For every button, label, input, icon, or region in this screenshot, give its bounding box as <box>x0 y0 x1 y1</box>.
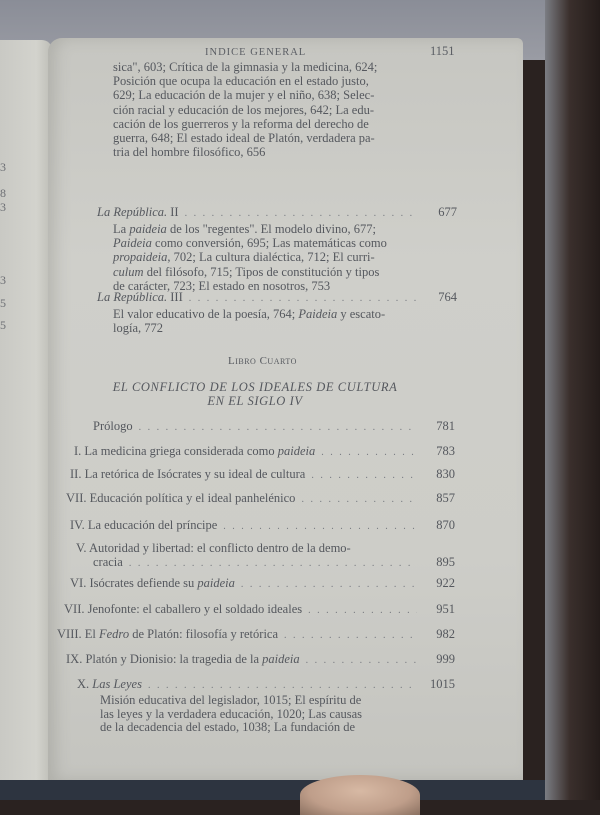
toc-entry-chapter-10[interactable] <box>77 677 455 693</box>
dot-leader <box>139 421 417 435</box>
dot-leader <box>148 679 417 693</box>
book-label: Libro Cuarto <box>228 355 297 367</box>
paragraph-line: sica", 603; Crítica de la gimnasia y la medicina, 624; <box>113 60 378 74</box>
toc-entry-chapter-2[interactable] <box>70 467 455 483</box>
entry-page-number: 783 <box>436 444 455 458</box>
entry-title: I. La medicina griega considerada como paideia <box>74 444 316 458</box>
previous-page-digit: 3 <box>0 273 6 287</box>
previous-page-digit: 3 <box>0 160 6 174</box>
toc-entry-republica-2[interactable] <box>97 205 457 221</box>
paragraph-line: guerra, 648; El estado ideal de Platón, verdadera pa- <box>113 131 375 146</box>
dot-leader <box>241 578 417 592</box>
leyes-summary <box>100 694 413 735</box>
summary-line: La paideia de los "regentes". El modelo divino, 677; <box>113 222 376 236</box>
paragraph-line: ción racial y educación de los mejores, 642; La edu- <box>113 102 375 117</box>
entry-page-number: 951 <box>436 602 455 616</box>
paragraph-line: 629; La educación de la mujer y el niño, 638; Selec- <box>113 88 375 103</box>
summary-line: El valor educativo de la poesía, 764; Paideia y escato- <box>113 307 386 321</box>
summary-line: Paideia como conversión, 695; Las matemáticas como <box>113 236 387 251</box>
table-surface <box>0 780 545 800</box>
toc-entry-chapter-1[interactable] <box>74 444 455 460</box>
republica-3-summary <box>113 307 421 335</box>
paragraph-line: tria del hombre filosófico, 656 <box>113 145 266 160</box>
entry-title: VIII. El Fedro de Platón: filosofía y retórica <box>57 627 279 641</box>
page-number: 1151 <box>430 44 455 58</box>
summary-line: propaideia, 702; La cultura dialéctica, 712; El curri- <box>113 250 375 265</box>
entry-page-number: 764 <box>438 290 457 304</box>
dot-leader <box>308 604 417 618</box>
entry-title: Prólogo <box>93 419 133 433</box>
dot-leader <box>223 520 417 534</box>
toc-entry-chapter-6[interactable] <box>70 576 455 592</box>
entry-title: La República. II <box>97 205 179 219</box>
previous-page-digit: 5 <box>0 296 6 310</box>
entry-page-number: 982 <box>436 627 455 641</box>
toc-entry-chapter-7[interactable] <box>64 602 455 618</box>
toc-entry-chapter-8[interactable] <box>57 627 455 643</box>
dot-leader <box>311 469 417 483</box>
continuation-paragraph <box>113 60 421 159</box>
entry-page-number: 999 <box>436 652 455 666</box>
entry-title-line <box>93 555 455 571</box>
dot-leader <box>185 207 419 221</box>
republica-2-summary <box>113 222 421 293</box>
previous-page-digit: 8 <box>0 186 6 200</box>
part-title-line: EN EL SIGLO IV <box>207 394 303 408</box>
toc-entry-chapter-3[interactable] <box>66 491 455 507</box>
entry-title: La República. III <box>97 290 183 304</box>
running-head: INDICE GENERAL <box>205 47 307 58</box>
toc-entry-chapter-4[interactable] <box>70 518 455 534</box>
summary-line: de la decadencia del estado, 1038; La fundación de <box>100 720 356 735</box>
toc-entry-republica-3[interactable] <box>97 290 457 306</box>
entry-title: IX. Platón y Dionisio: la tragedia de la paideia <box>66 652 300 666</box>
part-title <box>110 380 400 408</box>
entry-title: VI. Isócrates defiende su paideia <box>70 576 235 590</box>
entry-page-number: 830 <box>436 467 455 481</box>
summary-line: Misión educativa del legislador, 1015; El espíritu de <box>100 693 362 707</box>
dot-leader <box>306 654 417 668</box>
entry-page-number: 870 <box>436 518 455 532</box>
toc-entry-prologo[interactable] <box>93 419 455 435</box>
entry-title: VII. Educación política y el ideal panhelénico <box>66 491 296 505</box>
entry-title: X. Las Leyes <box>77 677 142 691</box>
summary-line: culum del filósofo, 715; Tipos de constitución y tipos <box>113 264 380 279</box>
entry-title-line: V. Autoridad y libertad: el conflicto dentro de la demo- <box>76 541 351 555</box>
dot-leader <box>321 446 417 460</box>
dot-leader <box>301 493 417 507</box>
paragraph-line: cación de los guerreros y la reforma del derecho de <box>113 116 369 131</box>
summary-line: las leyes y la verdadera educación, 1020; Las causas <box>100 706 363 721</box>
entry-page-number: 1015 <box>430 677 455 691</box>
part-title-line: EL CONFLICTO DE LOS IDEALES DE CULTURA <box>112 380 398 394</box>
paragraph-line: Posición que ocupa la educación en el estado justo, <box>113 74 369 89</box>
summary-line: de carácter, 723; El estado en nosotros, 753 <box>113 278 331 293</box>
entry-page-number: 857 <box>436 491 455 505</box>
summary-line: logía, 772 <box>113 321 163 336</box>
previous-page-digit: 3 <box>0 200 6 214</box>
entry-page-number: 895 <box>436 555 455 570</box>
entry-title: cracia <box>93 555 123 570</box>
finger-holding-page <box>300 775 420 815</box>
entry-title: II. La retórica de Isócrates y su ideal de cultura <box>70 467 306 481</box>
entry-page-number: 781 <box>436 419 455 433</box>
toc-entry-chapter-9[interactable] <box>66 652 455 668</box>
dot-leader <box>284 629 417 643</box>
dot-leader <box>129 557 417 571</box>
entry-page-number: 922 <box>436 576 455 590</box>
toc-entry-chapter-5[interactable] <box>76 541 455 571</box>
dot-leader <box>189 292 419 306</box>
entry-title: IV. La educación del príncipe <box>70 518 218 532</box>
entry-title: VII. Jenofonte: el caballero y el soldado ideales <box>64 602 303 616</box>
previous-page-digit: 5 <box>0 318 6 332</box>
entry-page-number: 677 <box>438 205 457 219</box>
